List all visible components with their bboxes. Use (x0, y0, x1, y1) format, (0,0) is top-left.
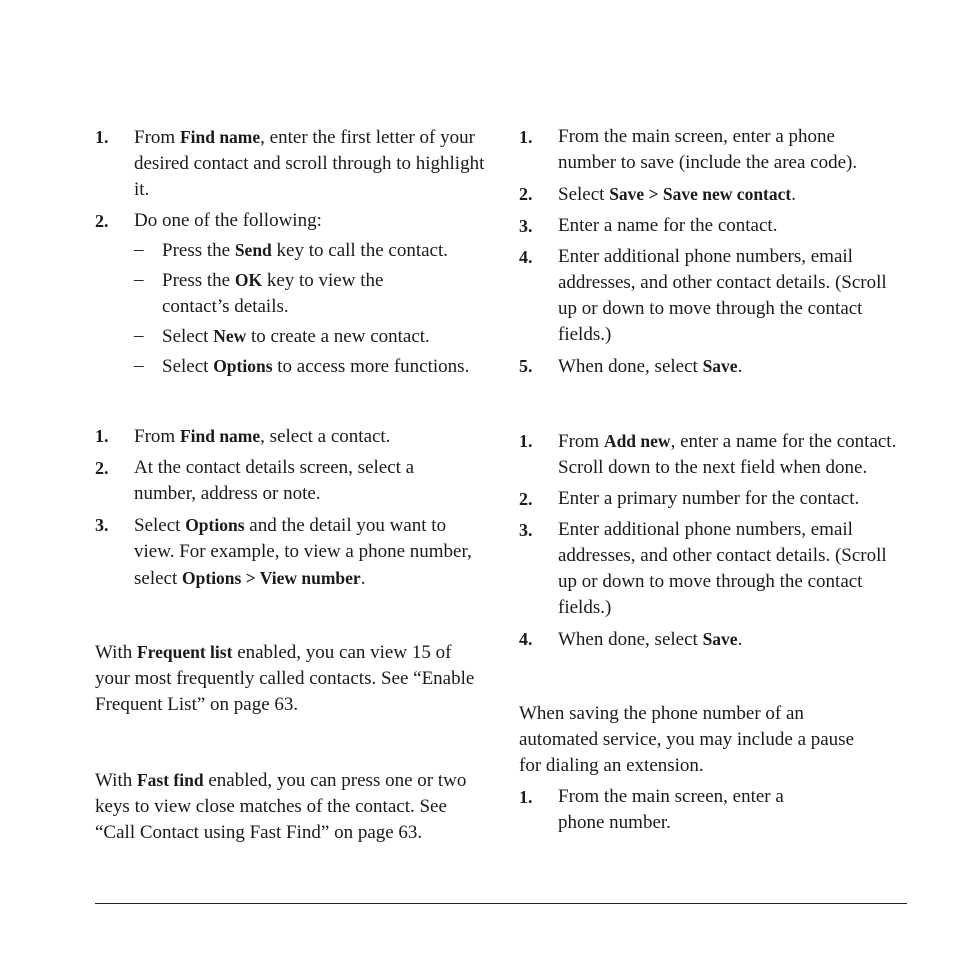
list-item: 5. When done, select Save. (519, 353, 914, 380)
step-number: 4. (519, 629, 533, 649)
list-item: 2. Select Save > Save new contact. (519, 181, 914, 208)
list-item: 1. From the main screen, enter a phone number to save (include the area code). (519, 126, 858, 173)
list-item: 1. From Find name, enter the first letter of your desired contact and scroll through to highlight it. (95, 124, 485, 203)
step-number: 1. (519, 431, 533, 451)
list-item: 2. Do one of the following: – Press the Send key to call the contact. – Press the OK key to view the contact’s details. – Select New to create a new contact. – Select Options to access more functions. (95, 208, 485, 380)
step-number: 3. (519, 216, 533, 236)
right-list-add-new (519, 428, 914, 658)
list-item: 3. Select Options and the detail you want to view. For example, to view a phone number, select Options > View number. (95, 512, 485, 592)
left-list-view-details (95, 423, 485, 597)
fast-find-paragraph: With Fast find enabled, you can press one or two keys to view close matches of the contact. See “Call Contact using Fast Find” on page 63. (95, 770, 467, 843)
list-item: 2. Enter a primary number for the contact. (519, 486, 914, 512)
step-number: 5. (519, 356, 533, 376)
bullet-item: – Press the OK key to view the contact’s details. (134, 269, 384, 317)
step-number: 1. (519, 787, 533, 807)
bullet-item: – Select New to create a new contact. (134, 325, 430, 347)
list-item: 4. When done, select Save. (519, 626, 914, 653)
step-number: 3. (519, 520, 533, 540)
footer-rule (95, 903, 907, 904)
step-number: 2. (519, 184, 533, 204)
step-number: 1. (95, 426, 109, 446)
list-item: 1. From Add new, enter a name for the contact. Scroll down to the next field when done. (519, 428, 914, 481)
list-item: 4. Enter additional phone numbers, email addresses, and other contact details. (Scroll up or down to move through the contact fields.) (519, 246, 887, 345)
frequent-list-paragraph: With Frequent list enabled, you can view 15 of your most frequently called contacts. See “Enable Frequent List” on page 63. (95, 642, 475, 715)
bullet-item: – Select Options to access more functions. (134, 355, 470, 377)
step-number: 2. (95, 458, 109, 478)
step-number: 2. (95, 211, 109, 231)
list-item: 1. From the main screen, enter a phone number. (519, 786, 784, 833)
list-item: 3. Enter additional phone numbers, email addresses, and other contact details. (Scroll up or down to move through the contact fields.) (519, 519, 887, 618)
list-item: 3. Enter a name for the contact. (519, 213, 914, 239)
bullet-item: – Press the Send key to call the contact. (134, 239, 449, 261)
step-number: 3. (95, 515, 109, 535)
step-number: 1. (95, 127, 109, 147)
step-number: 4. (519, 247, 533, 267)
list-item: 1. From Find name, select a contact. (95, 423, 485, 450)
step-number: 2. (519, 489, 533, 509)
step-number: 1. (519, 127, 533, 147)
pause-paragraph: When saving the phone number of an automated service, you may include a pause for dialing an extension. 1. From the main screen, enter a phone number. (519, 701, 869, 841)
left-list-find-name (95, 124, 485, 385)
list-item: 2. At the contact details screen, select a number, address or note. (95, 457, 415, 504)
right-list-save-number (519, 124, 914, 385)
